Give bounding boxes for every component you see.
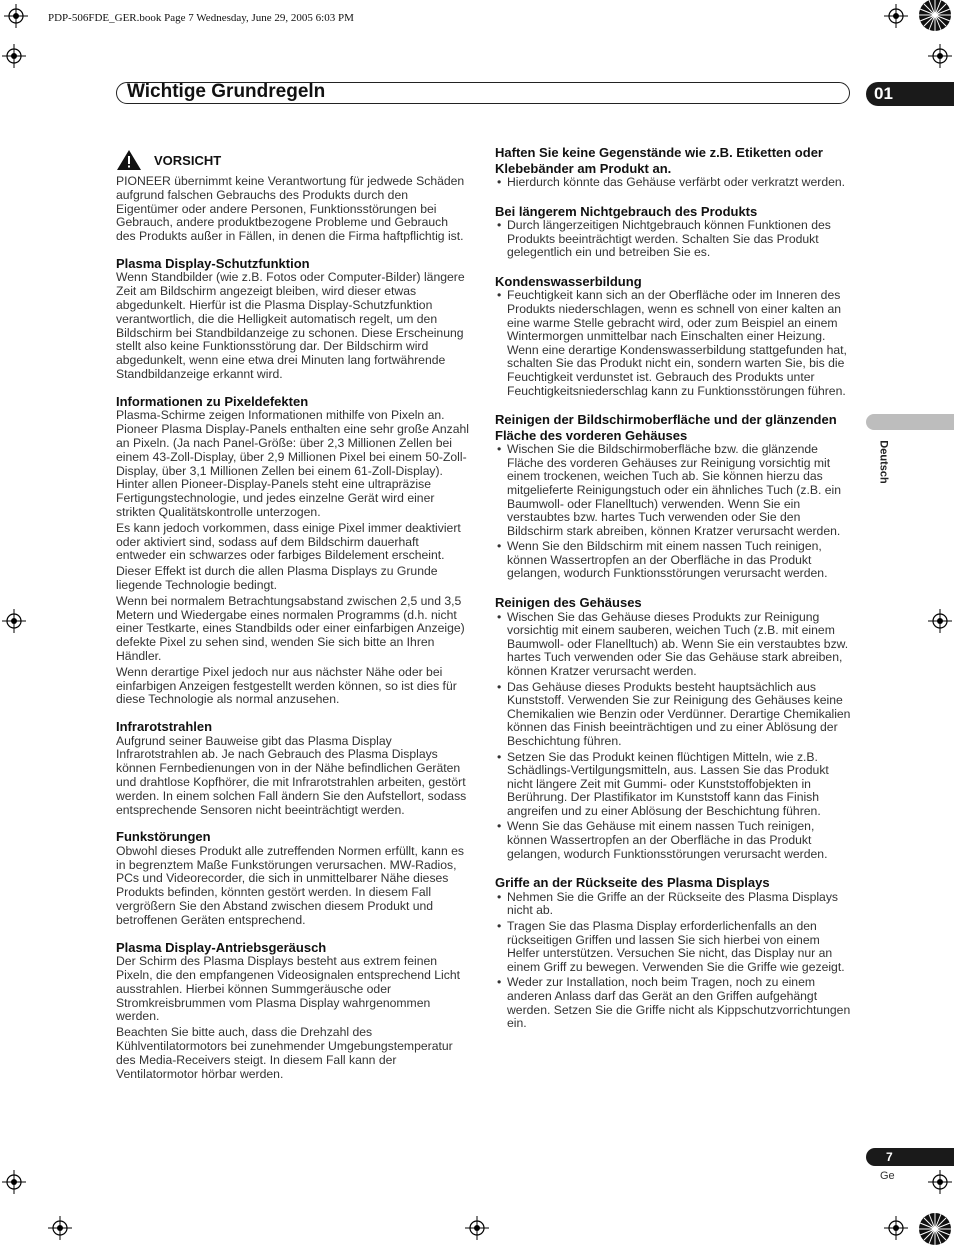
language-tab [866, 414, 954, 430]
list-item: • Wenn Sie den Bildschirm mit einem nassen Tuch reinigen, können Wassertropfen an der Oberfläche in das Produkt gelangen, wodurch Funktionsstörungen verursacht werden. [495, 540, 851, 581]
registration-mark-icon [465, 1216, 489, 1240]
page-title: Wichtige Grundregeln [127, 81, 326, 102]
bullet-list [495, 176, 851, 190]
bullet-list [495, 289, 851, 398]
registration-mark-icon [928, 609, 952, 633]
section-heading: Haften Sie keine Gegenstände wie z.B. Etiketten oder Klebebänder am Produkt an. [495, 145, 823, 176]
warning-triangle-icon [116, 149, 142, 171]
list-item: • Weder zur Installation, noch beim Tragen, noch zu einem anderen Anlass darf das Gerät an den Griffen aufgehängt werden. Setzen Sie die Griffe nicht als Kippschutzvorrichtungen ein. [495, 976, 851, 1030]
paragraph: Der Schirm des Plasma Displays besteht aus extrem feinen Pixeln, die den empfangenen Videosignalen entsprechend Licht ausstrahlen. Hierbei können Summgeräusche oder Stromkreisbrummen vom Plasma Display wahrgenommen werden. [116, 954, 460, 1024]
paragraph: Wenn derartige Pixel jedoch nur aus nächster Nähe oder bei einfarbigen Anzeigen festgestellt werden können, so ist dies für diese Technologie als normal anzusehen. [116, 664, 457, 707]
paragraph: Obwohl dieses Produkt alle zutreffenden Normen erfüllt, kann es in begrenztem Maße Funkstörungen verursachen. MW-Radios, PCs und Videorecorder, die sich in unmittelbarer Nähe dieses Produkts befinden, könnten gestört werden. In diesem Fall vergrößern Sie den Abstand zwischen diesem Produkt und betroffenen Geräten entsprechend. [116, 843, 464, 927]
paragraph: Beachten Sie bitte auch, dass die Drehzahl des Kühlventilatormotors bei zunehmender Umgebungstemperatur des Media-Receivers steigt. In diesem Fall kann der Ventilatormotor hörbar werden. [116, 1025, 453, 1081]
paragraph: Aufgrund seiner Bauweise gibt das Plasma Display Infrarotstrahlen ab. Je nach Gebrauch des Plasma Displays können Fernbedienungen von in der Nähe befindlichen Geräten und drahtlose Kopfhörer, die mit Infrarotstrahlen arbeiten, gestört werden. In einem solchen Fall ändern Sie den Aufstellort, sodass entsprechende Sensoren nicht beeinträchtigt werden. [116, 733, 467, 817]
section-heading: Plasma Display-Schutzfunktion [116, 255, 310, 271]
list-item: • Feuchtigkeit kann sich an der Oberfläche oder im Inneren des Produkts niederschlagen, wenn es schnell von einer kalten an eine warme Stelle gebracht wird, oder zum Beispiel an einem Wintermorgen unmittelbar nach Einschalten einer Heizung. Wenn eine derartige Kondenswasserbildung stattgefunden hat, schalten Sie das Produkt nicht ein, sondern warten Sie, bis die Feuchtigkeit verdunstet ist. Gebrauch des Produkts unter Feuchtigkeitsniederschlag kann zu Funktionsstörungen führen. [495, 289, 851, 398]
registration-mark-icon [928, 1170, 952, 1194]
list-item: • Nehmen Sie die Griffe an der Rückseite des Plasma Displays nicht ab. [495, 891, 851, 918]
page-title-bar [116, 82, 850, 104]
file-info-line: PDP-506FDE_GER.book Page 7 Wednesday, June 29, 2005 6:03 PM [48, 12, 354, 24]
sunburst-mark-icon [918, 1212, 952, 1246]
section-heading: Infrarotstrahlen [116, 719, 213, 735]
bullet-list [495, 611, 851, 862]
page-code: Ge [880, 1170, 895, 1182]
list-item: • Wischen Sie die Bildschirmoberfläche bzw. die glänzende Fläche des vorderen Gehäuses zur Reinigung vorsichtig mit einem trockenen, weichen Tuch ab. Sie können hierzu das mitgelieferte Reinigungstuch oder ein ähnliches Tuch (z.B. ein Baumwoll- oder Flanelltuch) verwenden. Wenn Sie ein verstaubtes bzw. hartes Tuch verwenden oder Sie den Bildschirm stark abreiben, können Kratzer verursacht werden. [495, 443, 851, 538]
list-item: • Wenn Sie das Gehäuse mit einem nassen Tuch reinigen, können Wassertropfen an der Oberfläche in das Produkt gelangen, wodurch Funktionsstörungen verursacht werden. [495, 820, 851, 861]
registration-mark-icon [4, 4, 28, 28]
section-heading: Funkstörungen [116, 829, 211, 845]
chapter-badge: 01 [866, 82, 954, 106]
registration-mark-icon [2, 1170, 26, 1194]
paragraph: Wenn bei normalem Betrachtungsabstand zwischen 2,5 und 3,5 Metern und Wiedergabe eines normalen Programms (d.h. nicht einer Testkarte, eines Standbilds oder einer einfarbigen Anzeige) defekte Pixel zu sehen sind, wenden Sie sich bitte an Ihren Händler. [116, 593, 465, 663]
section-heading: Reinigen des Gehäuses [495, 595, 642, 611]
paragraph: Dieser Effekt ist durch die allen Plasma Displays zu Grunde liegende Technologie bedingt. [116, 564, 438, 592]
page-number: 7 [866, 1148, 954, 1166]
paragraph: Wenn Standbilder (wie z.B. Fotos oder Computer-Bilder) längere Zeit am Bildschirm angezeigt bleiben, wird dieser etwas abgedunkelt. Hierfür ist die Plasma Display-Schutzfunktion verantwortlich, die die Helligkeit automatisch regelt, um den Bildschirm bei Standbildanzeige zu schonen. Diese Erscheinung stellt also keine Funktionsstörung dar. Der Bildschirm wird abgedunkelt, wenn eine etwa drei Minuten lang fortwährende Standbildanzeige erkannt wird. [116, 270, 465, 382]
registration-mark-icon [928, 44, 952, 68]
list-item: • Wischen Sie das Gehäuse dieses Produkts zur Reinigung vorsichtig mit einem sauberen, weichen Tuch (z.B. mit einem Baumwoll- oder Flanelltuch) ab. Wenn Sie ein verstaubtes bzw. hartes Tuch verwenden oder Sie das Gehäuse stark abreiben, können Kratzer verursacht werden. [495, 611, 851, 679]
list-item: • Tragen Sie das Plasma Display erforderlichenfalls an den rückseitigen Griffen und lassen Sie sich hierbei von einem Helfer unterstützen. Versuchen Sie nicht, das Display nur an einem Griff zu bewegen. Verwenden Sie die Griffe wie gezeigt. [495, 920, 851, 974]
list-item: • Das Gehäuse dieses Produkts besteht hauptsächlich aus Kunststoff. Verwenden Sie zur Reinigung des Gehäuses keine Chemikalien wie Benzin oder Verdünner. Derartige Chemikalien können das Finish beeinträchtigen und zu einer Ablösung der Beschichtung führen. [495, 681, 851, 749]
registration-mark-icon [2, 44, 26, 68]
section-heading: Kondenswasserbildung [495, 273, 642, 289]
paragraph: Plasma-Schirme zeigen Informationen mithilfe von Pixeln an. Pioneer Plasma Display-Panels enthalten eine sehr große Anzahl an Pixeln. (Ja nach Panel-Größe: über 2,3 Millionen Zellen bei einem 43-Zoll-Display, über 2,9 Millionen Pixel bei einem 50-Zoll-Display, über 3,1 Millionen Zellen bei einem 61-Zoll-Display). Hinter allen Pioneer-Display-Panels steht eine ultrapräzise Fertigungstechnologie, und jedes einzelne Gerät wird einer strikten Qualitätskontrolle unterzogen. [116, 408, 469, 519]
bullet-list [495, 891, 851, 1031]
caution-header [116, 149, 470, 171]
language-label: Deutsch [877, 440, 890, 484]
list-item: • Setzen Sie das Produkt keinen flüchtigen Mitteln, wie z.B. Schädlings-Vertilgungsmitteln, aus. Lassen Sie das Produkt nicht längere Zeit mit Gummi- oder Kunststoffobjekten in Berührung. Der Plastifikator im Kunststoff kann das Finish angreifen und zu einer Ablösung der Beschichtung führen. [495, 751, 851, 819]
registration-mark-icon [2, 609, 26, 633]
registration-mark-icon [884, 4, 908, 28]
caution-text: PIONEER übernimmt keine Verantwortung für jedwede Schäden aufgrund falschen Gebrauchs des Produkts durch den Eigentümer oder andere Personen, Funktionsstörungen bei Gebrauch, andere produktbezogene Probleme und Gebrauch des Produkts außer in Fällen, in denen die Firma haftpflichtig ist. [116, 174, 465, 244]
section-heading: Bei längerem Nichtgebrauch des Produkts [495, 203, 758, 219]
left-column [116, 145, 470, 1081]
bullet-list [495, 219, 851, 260]
section-heading: Griffe an der Rückseite des Plasma Displays [495, 875, 770, 891]
list-item: • Hierdurch könnte das Gehäuse verfärbt oder verkratzt werden. [495, 176, 851, 190]
caution-title: VORSICHT [154, 152, 222, 168]
right-column [495, 145, 851, 1033]
paragraph: Es kann jedoch vorkommen, dass einige Pixel immer deaktiviert oder aktiviert sind, sodass auf dem Bildschirm dauerhaft entweder ein schwarzes oder farbiges Bildelement erscheint. [116, 520, 461, 563]
section-heading: Informationen zu Pixeldefekten [116, 393, 309, 409]
registration-mark-icon [884, 1216, 908, 1240]
bullet-list [495, 443, 851, 581]
registration-mark-icon [48, 1216, 72, 1240]
section-heading: Reinigen der Bildschirmoberfläche und der glänzenden Fläche des vorderen Gehäuses [495, 412, 837, 443]
section-heading: Plasma Display-Antriebsgeräusch [116, 939, 327, 955]
sunburst-mark-icon [918, 0, 952, 32]
list-item: • Durch längerzeitigen Nichtgebrauch können Funktionen des Produkts beeinträchtigt werden. Schalten Sie das Produkt gelegentlich ein und betreiben Sie es. [495, 219, 851, 260]
